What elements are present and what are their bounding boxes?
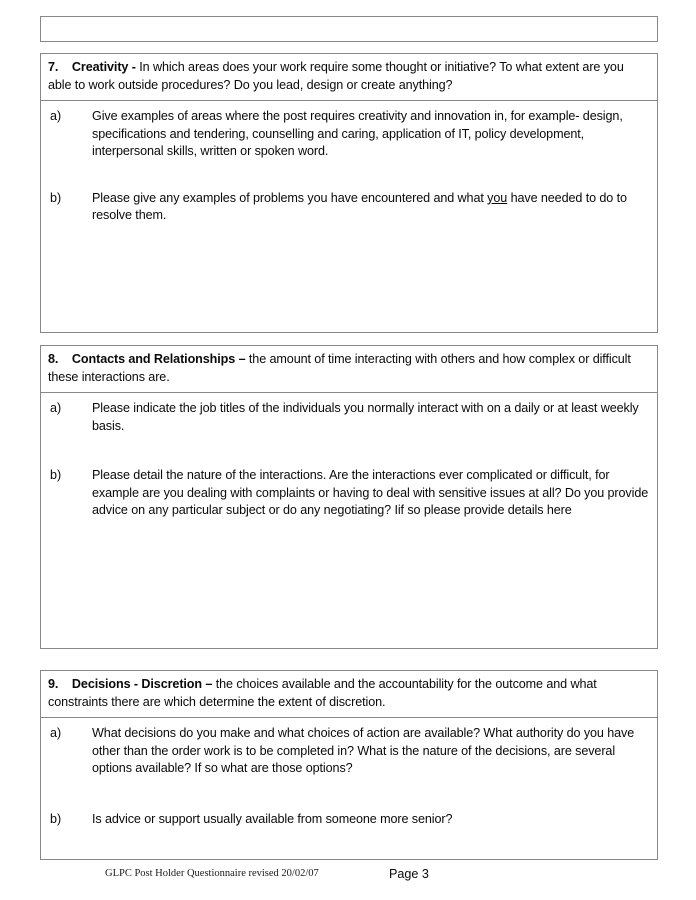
- section-7-item-a-prompt: Give examples of areas where the post requires creativity and innovation in, for example- design, specifications and tendering, counselling and caring, application of IT, policy development, interpersonal skills, written or spoken word.: [92, 109, 623, 159]
- section-9-title: Decisions - Discretion: [71, 677, 202, 691]
- section-7-header: [41, 54, 657, 101]
- section-7-item-b-prompt-emphasis: you: [487, 190, 508, 205]
- top-empty-answer-text[interactable]: [41, 17, 657, 41]
- section-9-item-a-label: a): [50, 726, 62, 740]
- section-9-item-b-prompt: Is advice or support usually available from someone more senior?: [92, 811, 453, 826]
- section-7-item-a: [41, 101, 657, 161]
- section-8-dash: –: [238, 352, 246, 366]
- page-footer: [40, 868, 658, 888]
- section-9-header: [41, 671, 657, 718]
- section-7-item-b-prompt-before: Please give any examples of problems you have encountered and what: [92, 190, 488, 205]
- section-7-number: 7.: [48, 60, 59, 74]
- section-9-item-b-label: b): [50, 811, 62, 826]
- section-9-body: [41, 718, 657, 828]
- section-9-item-a: [41, 718, 657, 778]
- section-7-title: Creativity: [71, 60, 129, 74]
- section-9-dash: –: [205, 677, 213, 691]
- footer-document-reference: GLPC Post Holder Questionnaire revised 20/02/07: [105, 868, 319, 879]
- section-8-item-b-prompt: Please detail the nature of the interactions. Are the interactions ever complicated or difficult, for example are you dealing with complaints or having to deal with sensitive issues at all? Do you provide advice on any particular subject or do any negotiating? Iif so please provide details here: [92, 468, 649, 518]
- section-8-item-b: [41, 435, 657, 520]
- section-8-item-a-prompt: Please indicate the job titles of the individuals you normally interact with on a daily or at least weekly basis.: [92, 401, 639, 433]
- section-8-description: the amount of time interacting with others and how complex or difficult these interactions are.: [48, 352, 631, 384]
- section-7-item-b: [41, 161, 657, 225]
- section-9-decisions-discretion: [40, 670, 658, 860]
- section-8-item-a-label: a): [50, 401, 62, 415]
- section-8-item-a: [41, 393, 657, 435]
- footer-page-number: Page 3: [389, 867, 429, 881]
- section-9-number: 9.: [48, 677, 59, 691]
- section-7-body: [41, 101, 657, 379]
- section-7-creativity: [40, 53, 658, 333]
- section-7-dash: -: [131, 60, 136, 74]
- section-8-title: Contacts and Relationships: [71, 352, 236, 366]
- section-9-description: the choices available and the accountability for the outcome and what constraints there are which determine the extent of discretion.: [48, 677, 597, 709]
- section-7-item-b-label: b): [50, 190, 62, 205]
- section-7-description: In which areas does your work require some thought or initiative? To what extent are you able to work outside procedures? Do you lead, design or create anything?: [48, 60, 624, 92]
- section-7-item-a-label: a): [50, 109, 62, 123]
- section-8-contacts-and-relationships: [40, 345, 658, 649]
- section-8-body: [41, 393, 657, 520]
- section-7-item-b-prompt: [92, 190, 649, 225]
- top-empty-answer-box[interactable]: [40, 16, 658, 42]
- section-9-item-a-prompt: What decisions do you make and what choices of action are available? What authority do you have other than the order work is to be completed in? What is the nature of the decisions, are several options available? If so what are those options?: [92, 726, 635, 776]
- section-7-item-b-prompt-after: have needed to do to resolve them.: [92, 190, 627, 223]
- section-8-number: 8.: [48, 352, 59, 366]
- section-8-header: [41, 346, 657, 393]
- section-9-item-b: [41, 778, 657, 829]
- section-8-item-b-label: b): [50, 468, 62, 483]
